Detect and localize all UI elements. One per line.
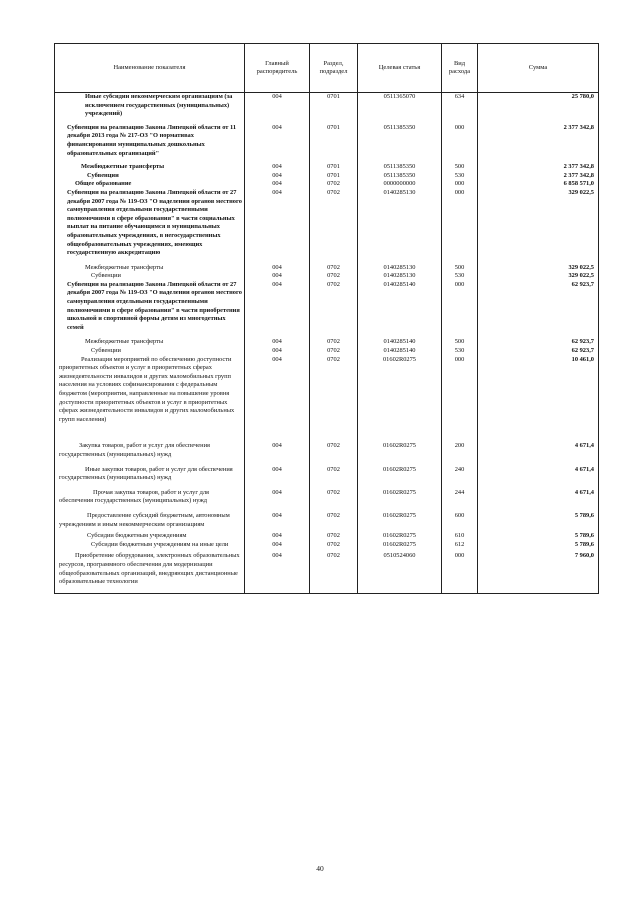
row-name: Субвенции на реализацию Закона Липецкой области от 27 декабря 2007 года № 119-ОЗ "О наделении органов местного самоуправления отдельными государственными полномочиями в сфере образования" в части приобретения школьной и спортивной формы детям из многодетных семей xyxy=(55,281,245,333)
row-section: 0701 xyxy=(310,158,358,172)
row-name: Субвенции xyxy=(55,347,245,356)
row-name: Закупка товаров, работ и услуг для обеспечения государственных (муниципальных) нужд xyxy=(55,442,245,465)
header-name: Наименование показателя xyxy=(55,44,245,93)
row-section: 0702 xyxy=(310,512,358,532)
row-target: 01602R0275 xyxy=(358,541,442,553)
row-name: Иные закупки товаров, работ и услуг для обеспечения государственных (муниципальных) нужд xyxy=(55,466,245,489)
row-sum: 2 377 342,8 xyxy=(478,119,599,158)
row-sum: 4 671,4 xyxy=(478,489,599,512)
row-sum: 329 022,5 xyxy=(478,272,599,281)
row-sum: 5 789,6 xyxy=(478,541,599,553)
row-sum: 2 377 342,8 xyxy=(478,158,599,172)
row-admin: 004 xyxy=(245,442,310,465)
row-admin: 004 xyxy=(245,332,310,347)
row-kind: 000 xyxy=(442,552,478,593)
budget-table xyxy=(54,43,599,594)
row-sum: 10 461,0 xyxy=(478,356,599,443)
table-row xyxy=(55,272,599,281)
row-sum: 4 671,4 xyxy=(478,466,599,489)
table-row xyxy=(55,532,599,541)
row-name: Предоставление субсидий бюджетным, автономным учреждениям и иным некоммерческим организациям xyxy=(55,512,245,532)
row-name: Субвенции xyxy=(55,272,245,281)
row-sum: 62 923,7 xyxy=(478,332,599,347)
table-row xyxy=(55,541,599,553)
document-page xyxy=(54,43,598,594)
row-admin: 004 xyxy=(245,119,310,158)
row-section: 0701 xyxy=(310,93,358,119)
row-section: 0702 xyxy=(310,281,358,333)
row-kind: 000 xyxy=(442,281,478,333)
row-name: Общее образование xyxy=(55,180,245,189)
row-sum: 329 022,5 xyxy=(478,189,599,258)
row-section: 0702 xyxy=(310,489,358,512)
row-admin: 004 xyxy=(245,158,310,172)
table-row xyxy=(55,356,599,443)
row-admin: 004 xyxy=(245,180,310,189)
table-row xyxy=(55,158,599,172)
row-admin: 004 xyxy=(245,258,310,273)
row-section: 0702 xyxy=(310,180,358,189)
header-kind: Вид расхода xyxy=(442,44,478,93)
row-kind: 634 xyxy=(442,93,478,119)
row-admin: 004 xyxy=(245,356,310,443)
row-admin: 004 xyxy=(245,466,310,489)
row-admin: 004 xyxy=(245,552,310,593)
row-name: Межбюджетные трансферты xyxy=(55,258,245,273)
row-kind: 600 xyxy=(442,512,478,532)
row-target: 0140285130 xyxy=(358,189,442,258)
row-admin: 004 xyxy=(245,532,310,541)
row-sum: 5 789,6 xyxy=(478,532,599,541)
row-target: 01602R0275 xyxy=(358,356,442,443)
row-kind: 530 xyxy=(442,272,478,281)
row-section: 0702 xyxy=(310,347,358,356)
row-section: 0702 xyxy=(310,466,358,489)
row-sum: 62 923,7 xyxy=(478,347,599,356)
row-kind: 530 xyxy=(442,172,478,181)
row-sum: 329 022,5 xyxy=(478,258,599,273)
row-target: 0140285140 xyxy=(358,281,442,333)
header-sum: Сумма xyxy=(478,44,599,93)
row-admin: 004 xyxy=(245,93,310,119)
row-kind: 612 xyxy=(442,541,478,553)
row-section: 0702 xyxy=(310,532,358,541)
table-header-row xyxy=(55,44,599,93)
row-kind: 000 xyxy=(442,356,478,443)
row-admin: 004 xyxy=(245,189,310,258)
row-name: Межбюджетные трансферты xyxy=(55,332,245,347)
row-name: Субсидии бюджетным учреждениям на иные цели xyxy=(55,541,245,553)
row-kind: 000 xyxy=(442,119,478,158)
page-number: 40 xyxy=(316,864,324,873)
table-row xyxy=(55,512,599,532)
row-kind: 500 xyxy=(442,158,478,172)
table-row xyxy=(55,332,599,347)
row-target: 01602R0275 xyxy=(358,532,442,541)
row-section: 0701 xyxy=(310,172,358,181)
row-target: 0511385350 xyxy=(358,172,442,181)
row-kind: 530 xyxy=(442,347,478,356)
table-row xyxy=(55,281,599,333)
row-section: 0702 xyxy=(310,552,358,593)
row-kind: 610 xyxy=(442,532,478,541)
row-target: 0140285130 xyxy=(358,272,442,281)
row-target: 0511385350 xyxy=(358,119,442,158)
row-sum: 62 923,7 xyxy=(478,281,599,333)
row-admin: 004 xyxy=(245,512,310,532)
table-row xyxy=(55,172,599,181)
row-sum: 4 671,4 xyxy=(478,442,599,465)
row-target: 0511365070 xyxy=(358,93,442,119)
table-row xyxy=(55,189,599,258)
row-kind: 500 xyxy=(442,332,478,347)
row-sum: 7 960,0 xyxy=(478,552,599,593)
row-target: 0140285140 xyxy=(358,332,442,347)
row-admin: 004 xyxy=(245,281,310,333)
table-row xyxy=(55,489,599,512)
row-sum: 6 858 571,0 xyxy=(478,180,599,189)
row-sum: 25 780,0 xyxy=(478,93,599,119)
row-name: Реализация мероприятий по обеспечению доступности приоритетных объектов и услуг в приоритетных сферах жизнедеятельности инвалидов и других маломобильных групп населения на условиях софинансирования с федеральным бюджетом (мероприятия, направленные на повышение уровня доступности приоритетных объектов и услуг в приоритетных сферах жизнедеятельности инвалидов и других маломобильных групп населения) xyxy=(55,356,245,443)
row-name: Субвенции на реализацию Закона Липецкой области от 11 декабря 2013 года № 217-ОЗ "О нормативах финансирования муниципальных дошкольных образовательных организаций" xyxy=(55,119,245,158)
row-section: 0702 xyxy=(310,272,358,281)
header-admin: Главный распорядитель xyxy=(245,44,310,93)
row-admin: 004 xyxy=(245,347,310,356)
row-admin: 004 xyxy=(245,489,310,512)
table-row xyxy=(55,552,599,593)
row-admin: 004 xyxy=(245,272,310,281)
table-row xyxy=(55,93,599,119)
row-name: Межбюджетные трансферты xyxy=(55,158,245,172)
row-name: Приобретение оборудования, электронных образовательных ресурсов, программного обеспечения для модернизации общеобразовательных организаций, внедряющих дистанционные образовательные технологии xyxy=(55,552,245,593)
row-name: Субвенции xyxy=(55,172,245,181)
table-row xyxy=(55,442,599,465)
table-row xyxy=(55,466,599,489)
row-section: 0702 xyxy=(310,258,358,273)
row-target: 01602R0275 xyxy=(358,512,442,532)
row-kind: 240 xyxy=(442,466,478,489)
row-target: 0000000000 xyxy=(358,180,442,189)
row-name: Иные субсидии некоммерческим организациям (за исключением государственных (муниципальных) учреждений) xyxy=(55,93,245,119)
table-row xyxy=(55,180,599,189)
row-kind: 000 xyxy=(442,180,478,189)
header-section: Раздел, подраздел xyxy=(310,44,358,93)
row-section: 0702 xyxy=(310,541,358,553)
table-row xyxy=(55,119,599,158)
row-target: 0510524060 xyxy=(358,552,442,593)
row-kind: 244 xyxy=(442,489,478,512)
row-kind: 500 xyxy=(442,258,478,273)
row-sum: 2 377 342,8 xyxy=(478,172,599,181)
row-admin: 004 xyxy=(245,541,310,553)
table-row xyxy=(55,347,599,356)
row-name: Субсидии бюджетным учреждениям xyxy=(55,532,245,541)
row-section: 0702 xyxy=(310,442,358,465)
row-section: 0702 xyxy=(310,332,358,347)
row-name: Субвенции на реализацию Закона Липецкой области от 27 декабря 2007 года № 119-ОЗ "О наделении органов местного самоуправления отдельными государственными полномочиями в сфере образования" в части социальных выплат на питание обучающимся в муниципальных образовательных учреждениях, в негосударственных общеобразовательных учреждениях, имеющих государственную аккредитацию xyxy=(55,189,245,258)
row-target: 0140285130 xyxy=(358,258,442,273)
row-kind: 000 xyxy=(442,189,478,258)
row-target: 01602R0275 xyxy=(358,466,442,489)
row-target: 0511385350 xyxy=(358,158,442,172)
row-target: 01602R0275 xyxy=(358,442,442,465)
row-section: 0701 xyxy=(310,119,358,158)
table-row xyxy=(55,258,599,273)
row-kind: 200 xyxy=(442,442,478,465)
row-target: 01602R0275 xyxy=(358,489,442,512)
row-admin: 004 xyxy=(245,172,310,181)
header-target: Целевая статья xyxy=(358,44,442,93)
row-name: Прочая закупка товаров, работ и услуг для обеспечения государственных (муниципальных) нужд xyxy=(55,489,245,512)
row-section: 0702 xyxy=(310,356,358,443)
row-target: 0140285140 xyxy=(358,347,442,356)
row-section: 0702 xyxy=(310,189,358,258)
row-sum: 5 789,6 xyxy=(478,512,599,532)
